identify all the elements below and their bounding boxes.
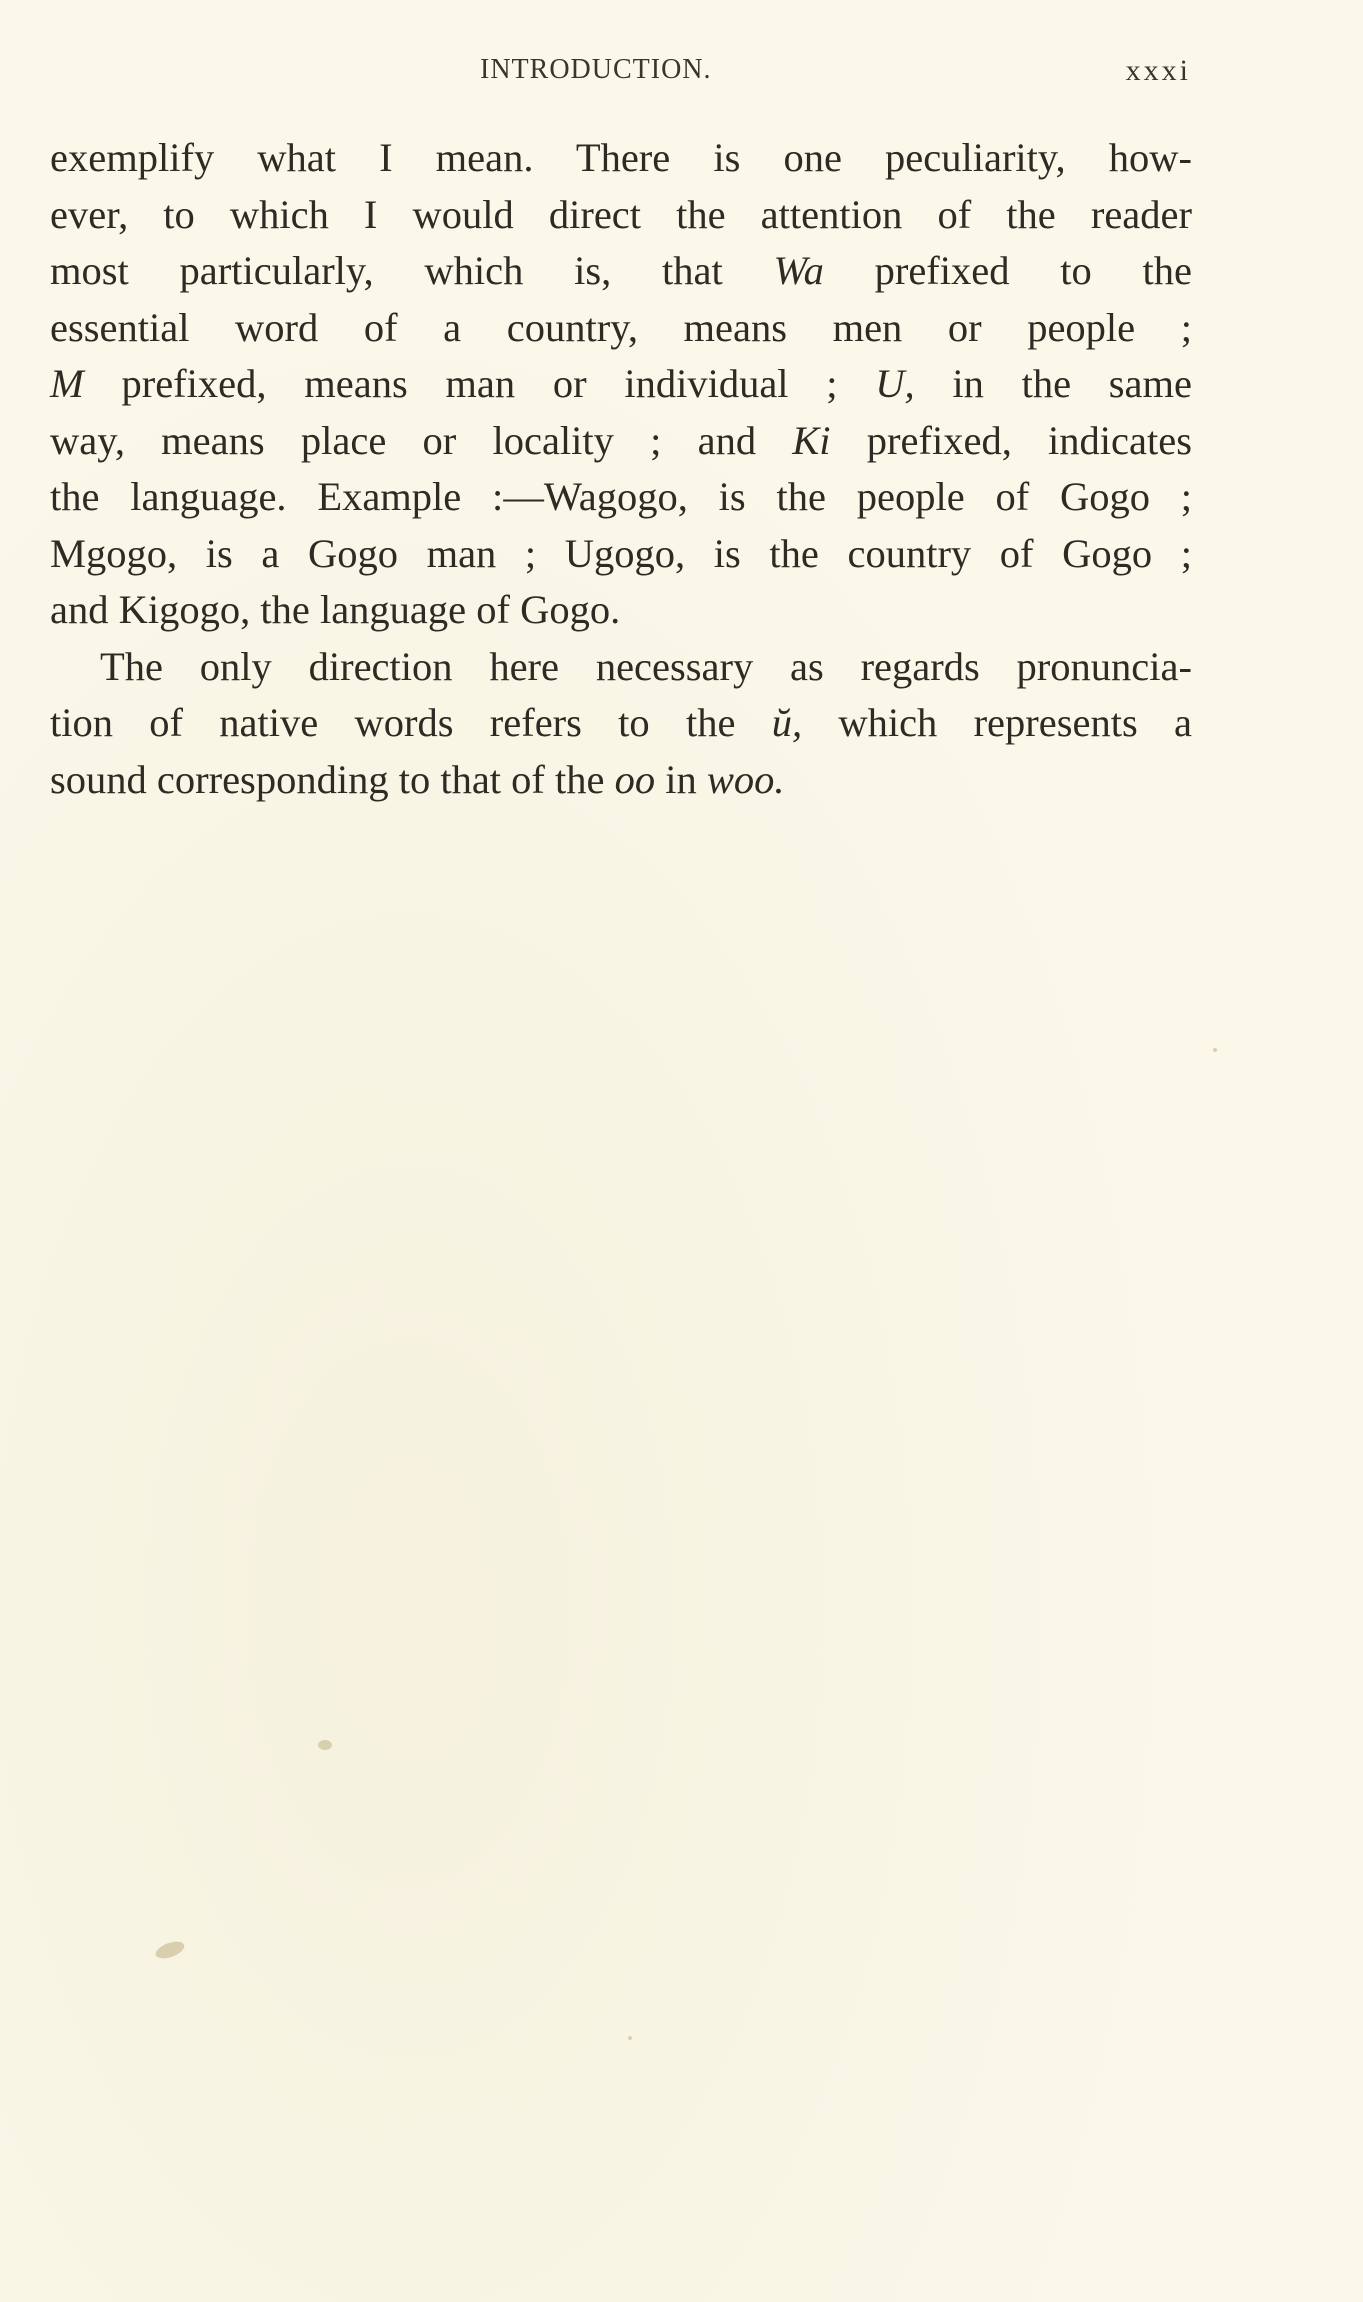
- text-run: in the same: [914, 361, 1192, 406]
- paper-speck: [318, 1740, 332, 1750]
- text-line: [50, 639, 1192, 696]
- text-line: [50, 413, 1192, 470]
- text-line: [50, 356, 1192, 413]
- text-line: [50, 526, 1192, 583]
- text-line: [50, 130, 1192, 187]
- paragraph-1: [50, 130, 1192, 639]
- text-line: [50, 243, 1192, 300]
- paper-speck: [1213, 1048, 1217, 1052]
- text-run: tion of native words refers to the: [50, 700, 772, 745]
- paper-speck: [154, 1938, 187, 1961]
- text-run: essential word of a country, means men or people ;: [50, 304, 1192, 350]
- text-line: [50, 695, 1192, 752]
- body-text: [50, 130, 1192, 808]
- running-head-title: INTRODUCTION.: [480, 54, 712, 85]
- text-run: prefixed, indicates: [830, 417, 1192, 463]
- text-run: The only direction here necessary as regards pronuncia-: [100, 643, 1192, 689]
- paper-speck: [628, 2036, 632, 2040]
- text-run: the language. Example :—Wagogo, is the people of Gogo ;: [50, 474, 1192, 519]
- text-run: exemplify what I mean. There is one peculiarity, how-: [50, 135, 1192, 180]
- text-run: ever, to which I would direct the attention of the reader: [50, 191, 1192, 237]
- text-line: [50, 300, 1192, 357]
- italic-term: Wa: [773, 248, 824, 293]
- italic-term: woo.: [706, 756, 785, 802]
- running-head: [0, 54, 1363, 94]
- text-line: [50, 752, 1192, 809]
- text-line: [50, 469, 1192, 526]
- text-line: [50, 582, 1192, 639]
- text-run: most particularly, which is, that: [50, 248, 774, 293]
- text-run: and Kigogo, the language of Gogo.: [50, 587, 621, 632]
- paragraph-2: [50, 639, 1192, 809]
- italic-term: M: [50, 361, 84, 406]
- text-run: prefixed, means man or individual ;: [83, 361, 876, 406]
- text-line: [50, 187, 1192, 244]
- text-run: which represents a: [802, 700, 1192, 745]
- italic-term: ŭ,: [771, 700, 803, 745]
- italic-term: Ki: [792, 417, 831, 463]
- text-run: in: [655, 756, 707, 802]
- text-run: way, means place or locality ; and: [50, 417, 793, 463]
- text-run: sound corresponding to that of the: [50, 756, 615, 802]
- italic-term: U,: [875, 361, 915, 406]
- text-run: prefixed to the: [823, 248, 1192, 293]
- text-run: Mgogo, is a Gogo man ; Ugogo, is the country of Gogo ;: [50, 530, 1192, 576]
- page-number: xxxi: [1125, 54, 1191, 87]
- italic-term: oo: [614, 756, 656, 802]
